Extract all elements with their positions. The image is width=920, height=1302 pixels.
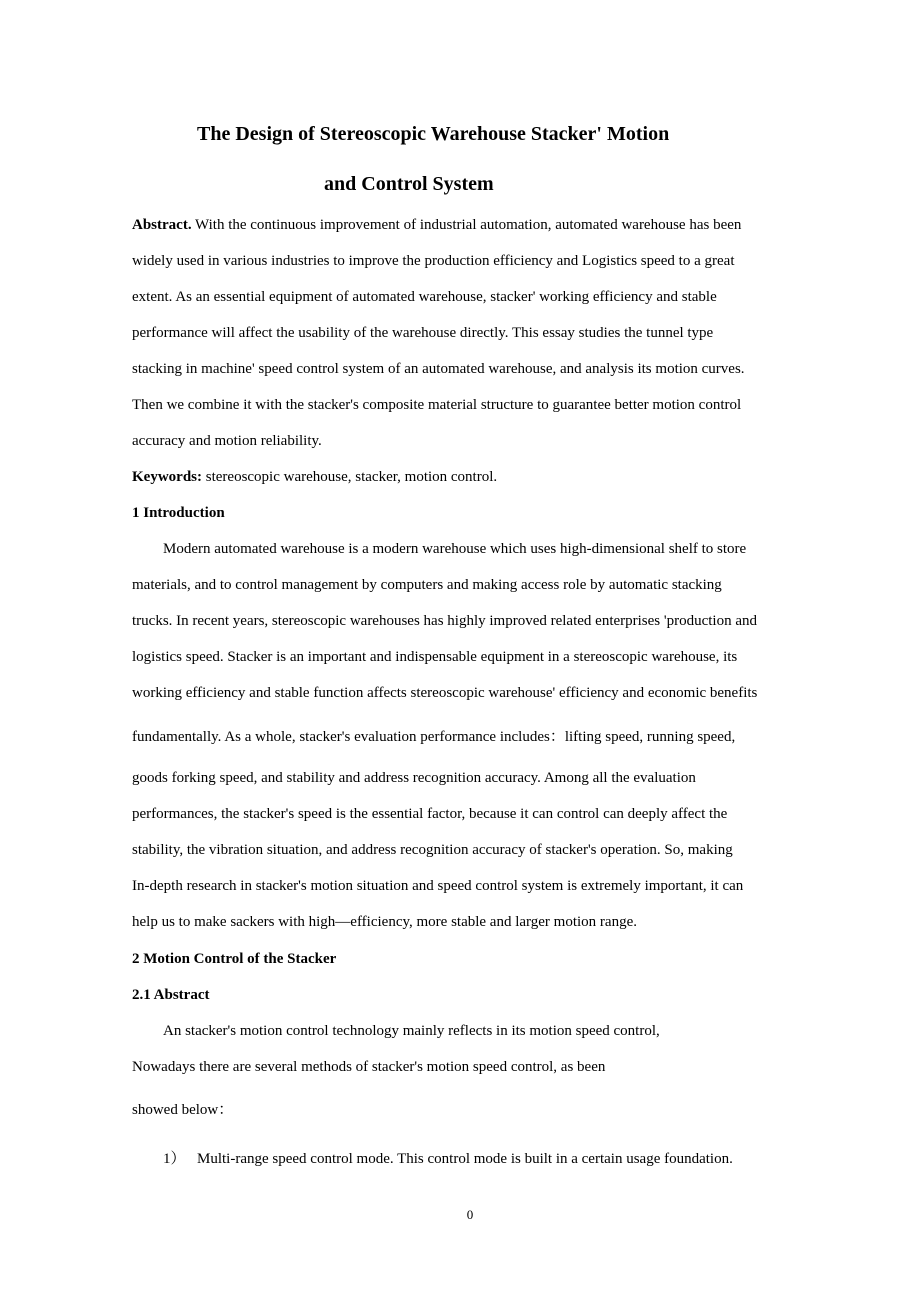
intro-line-11: help us to make sackers with high—efficiency, more stable and larger motion range. — [132, 914, 637, 930]
intro-line-7: goods forking speed, and stability and address recognition accuracy. Among all the evaluation — [132, 770, 696, 786]
abstract-line-1 — [132, 215, 741, 235]
keywords-text: stereoscopic warehouse, stacker, motion control. — [202, 469, 498, 485]
section-2-line-1: An stacker's motion control technology mainly reflects in its motion speed control, — [163, 1023, 660, 1039]
intro-line-10: In-depth research in stacker's motion situation and speed control system is extremely important, it can — [132, 878, 744, 894]
intro-line-1: Modern automated warehouse is a modern warehouse which uses high-dimensional shelf to store — [163, 541, 747, 557]
section-2-heading: 2 Motion Control of the Stacker — [132, 951, 337, 967]
abstract-line-6: Then we combine it with the stacker's composite material structure to guarantee better motion control — [132, 397, 742, 413]
intro-line-9: stability, the vibration situation, and address recognition accuracy of stacker's operation. So, making — [132, 842, 733, 858]
abstract-line-5: stacking in machine' speed control system of an automated warehouse, and analysis its motion curves. — [132, 361, 745, 377]
abstract-line-7: accuracy and motion reliability. — [132, 433, 322, 449]
title-line-2: and Control System — [324, 173, 494, 195]
abstract-line-4: performance will affect the usability of the warehouse directly. This essay studies the tunnel type — [132, 325, 714, 341]
list-item-1 — [163, 1149, 733, 1169]
title-line-1: The Design of Stereoscopic Warehouse Stacker' Motion — [197, 123, 670, 145]
abstract-line-3: extent. As an essential equipment of automated warehouse, stacker' working efficiency and stable — [132, 289, 717, 305]
keywords-label: Keywords: — [132, 469, 202, 485]
abstract-line-2: widely used in various industries to improve the production efficiency and Logistics speed to a great — [132, 253, 735, 269]
section-2-1-heading: 2.1 Abstract — [132, 987, 210, 1003]
intro-line-2: materials, and to control management by computers and making access role by automatic stacking — [132, 577, 722, 593]
abstract-label: Abstract. — [132, 217, 192, 233]
page-number: 0 — [466, 1207, 474, 1222]
intro-line-4: logistics speed. Stacker is an important and indispensable equipment in a stereoscopic warehouse, its — [132, 649, 738, 665]
intro-line-3: trucks. In recent years, stereoscopic warehouses has highly improved related enterprises 'production and — [132, 613, 757, 629]
intro-line-6: fundamentally. As a whole, stacker's evaluation performance includes：lifting speed, running speed, — [132, 729, 736, 745]
section-2-line-2: Nowadays there are several methods of stacker's motion speed control, as been — [132, 1059, 606, 1075]
list-item-1-marker: 1） — [163, 1151, 186, 1167]
list-item-1-text: Multi-range speed control mode. This control mode is built in a certain usage foundation. — [197, 1151, 733, 1167]
intro-line-5: working efficiency and stable function affects stereoscopic warehouse' efficiency and economic benefits — [132, 685, 758, 701]
keywords-line — [132, 467, 497, 487]
abstract-text-1: With the continuous improvement of industrial automation, automated warehouse has been — [191, 217, 742, 233]
intro-line-8: performances, the stacker's speed is the essential factor, because it can control can deeply affect the — [132, 806, 728, 822]
section-2-line-3: showed below： — [132, 1102, 234, 1118]
section-1-heading: 1 Introduction — [132, 505, 225, 521]
